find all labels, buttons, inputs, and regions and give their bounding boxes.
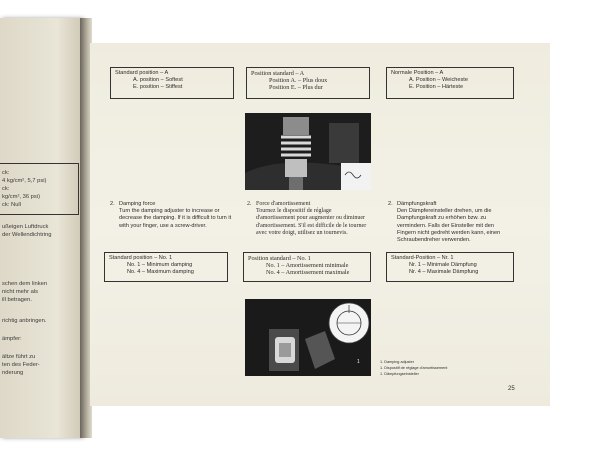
legend-line-de: 1. Dämpfungseinsteller — [380, 372, 419, 376]
left-text-line: ck: Null — [2, 202, 22, 208]
standard-position-box-fr — [246, 67, 370, 99]
section-body: Tournez le dispositif de réglage d'amortissement pour augmenter ou diminuer d'amortissement. S'il est difficile de le tourner avec votre doigt, utilisez un tournevis. — [256, 208, 367, 236]
section-body: Turn the damping adjuster to increase or decrease the damping. If it is difficult to turn it with your finger, use a screw-driver. — [119, 208, 232, 229]
legend-line-en: 1. Damping adjuster — [380, 360, 414, 364]
left-text-line: 4 kg/cm², 5,7 psi) — [2, 178, 47, 184]
left-text-line: nderung — [2, 370, 24, 376]
step-number: 2. — [388, 201, 393, 207]
left-text-line: nicht mehr als — [2, 289, 39, 295]
shock-absorber-photo — [245, 113, 371, 190]
damping-force-paragraph-fr — [247, 201, 371, 237]
right-page — [90, 43, 550, 406]
box-line-no1: Nr. 1 – Minimale Dämpfung — [409, 262, 477, 268]
box-line-no1: No. 1 – Amortissement minimale — [266, 262, 349, 269]
box-line-a: Position A. – Plus doux — [269, 77, 328, 84]
left-text-line: ämpfer: — [2, 336, 22, 342]
box-line-e: Position E. – Plus dur — [269, 84, 323, 91]
box-line-no1: No. 1 – Minimum damping — [127, 262, 193, 268]
box-title: Standard-Position – Nr. 1 — [391, 255, 454, 261]
damping-adjuster-photo — [245, 299, 371, 376]
left-text-line: kg/cm², 36 psi) — [2, 194, 41, 200]
left-text-line: ußeigen Luftdruck — [2, 224, 49, 230]
standard-position-box-en — [110, 67, 234, 99]
photo-callout-number: 1 — [357, 359, 360, 365]
section-body: Den Dämpfereinsteller drehen, um die Dampfungskraft zu erhöhen bzw. zu vermindern. Falls der Einsteller mit den Fingern nicht gedreht werden kann, einen Schraubendreher verwenden. — [397, 208, 501, 244]
left-text-line: ältze führt zu — [2, 354, 36, 360]
page-number: 25 — [508, 386, 515, 392]
legend-line-fr: 1. Dispositif de réglage d'amortissement — [380, 366, 448, 370]
section-heading: Force d'amortissement — [256, 201, 311, 207]
step-number: 2. — [247, 201, 252, 207]
box-line-a: A. Position – Weicheste — [409, 77, 468, 83]
damping-position-box-fr — [243, 252, 371, 282]
box-title: Position standard – A — [251, 70, 305, 77]
damping-force-paragraph-de — [388, 201, 512, 244]
standard-position-box-de — [386, 67, 514, 99]
box-title: Position standard – No. 1 — [248, 255, 311, 262]
damping-position-box-de — [386, 252, 514, 282]
box-title: Standard position – No. 1 — [109, 255, 173, 261]
damping-position-box-en — [104, 252, 228, 282]
section-heading: Damping force — [119, 201, 156, 207]
box-line-no4: No. 4 – Maximum damping — [127, 269, 194, 275]
left-text-line: ten des Feder- — [2, 362, 40, 368]
left-text-line: schen dem linken — [2, 281, 48, 287]
box-title: Normale Position – A — [391, 70, 444, 76]
box-line-e: E. position – Stiffest — [133, 84, 183, 90]
left-text-line: richtig anbringen. — [2, 318, 47, 324]
box-title: Standard position – A — [115, 70, 169, 76]
left-text-line: der Wellendichtring — [2, 232, 52, 238]
left-text-line: ck: — [2, 186, 10, 192]
box-line-no4: No. 4 – Amortissement maximale — [266, 269, 350, 276]
box-line-a: A. position – Softest — [133, 77, 183, 83]
section-heading: Dämpfungskraft — [397, 201, 437, 207]
damping-force-paragraph-en — [110, 201, 234, 230]
box-line-e: E. Position – Härteste — [409, 84, 464, 90]
left-text-line: ill betragen. — [2, 297, 32, 303]
left-page-fragment — [0, 18, 82, 438]
left-text-line: ck: — [2, 170, 10, 176]
box-line-no4: Nr. 4 – Maximale Dämpfung — [409, 269, 479, 275]
step-number: 2. — [110, 201, 115, 207]
